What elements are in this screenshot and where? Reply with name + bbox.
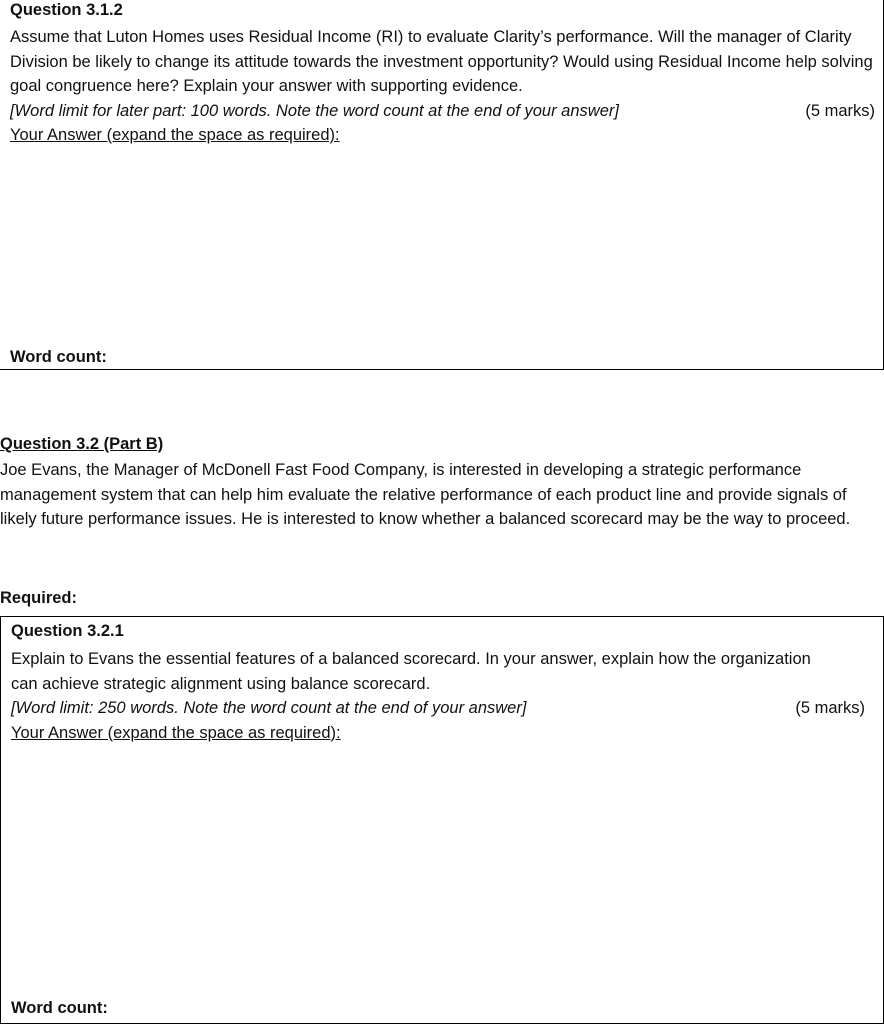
word-count-label: Word count: <box>11 999 108 1017</box>
question-3-1-2-box <box>0 0 884 370</box>
word-limit-line <box>10 99 875 124</box>
question-body: Explain to Evans the essential features of a balanced scorecard. In your answer, explain how the organization can achieve strategic alignment using balance scorecard. <box>11 650 811 693</box>
question-3-2-1-content <box>11 621 865 745</box>
answer-label: Your Answer (expand the space as required): <box>10 126 340 144</box>
word-limit-line <box>11 696 865 721</box>
section-body: Joe Evans, the Manager of McDonell Fast Food Company, is interested in developing a strategic performance management system that can help him evaluate the relative performance of each product line and provide signals of likely future performance issues. He is interested to know whether a balanced scorecard may be the way to proceed. <box>0 461 851 528</box>
question-body: Assume that Luton Homes uses Residual Income (RI) to evaluate Clarity’s performance. Will the manager of Clarity Division be likely to change its attitude towards the investment opportunity? Would using Residual Income help solving goal congruence here? Explain your answer with supporting evidence. <box>10 28 873 95</box>
marks-text: (5 marks) <box>795 699 865 717</box>
question-title: Question 3.2.1 <box>11 622 124 640</box>
question-3-2-section <box>0 434 884 532</box>
question-3-1-2-content <box>10 0 875 148</box>
word-count-label: Word count: <box>10 348 107 366</box>
required-label: Required: <box>0 589 78 607</box>
answer-label: Your Answer (expand the space as required): <box>11 723 341 742</box>
question-title: Question 3.1.2 <box>10 1 123 19</box>
marks-text: (5 marks) <box>805 101 875 120</box>
section-title: Question 3.2 (Part B) <box>0 435 164 453</box>
word-limit-text: [Word limit for later part: 100 words. Note the word count at the end of your answer] <box>10 101 619 120</box>
word-limit-text: [Word limit: 250 words. Note the word count at the end of your answer] <box>11 699 527 717</box>
question-3-2-1-box <box>0 616 884 1024</box>
